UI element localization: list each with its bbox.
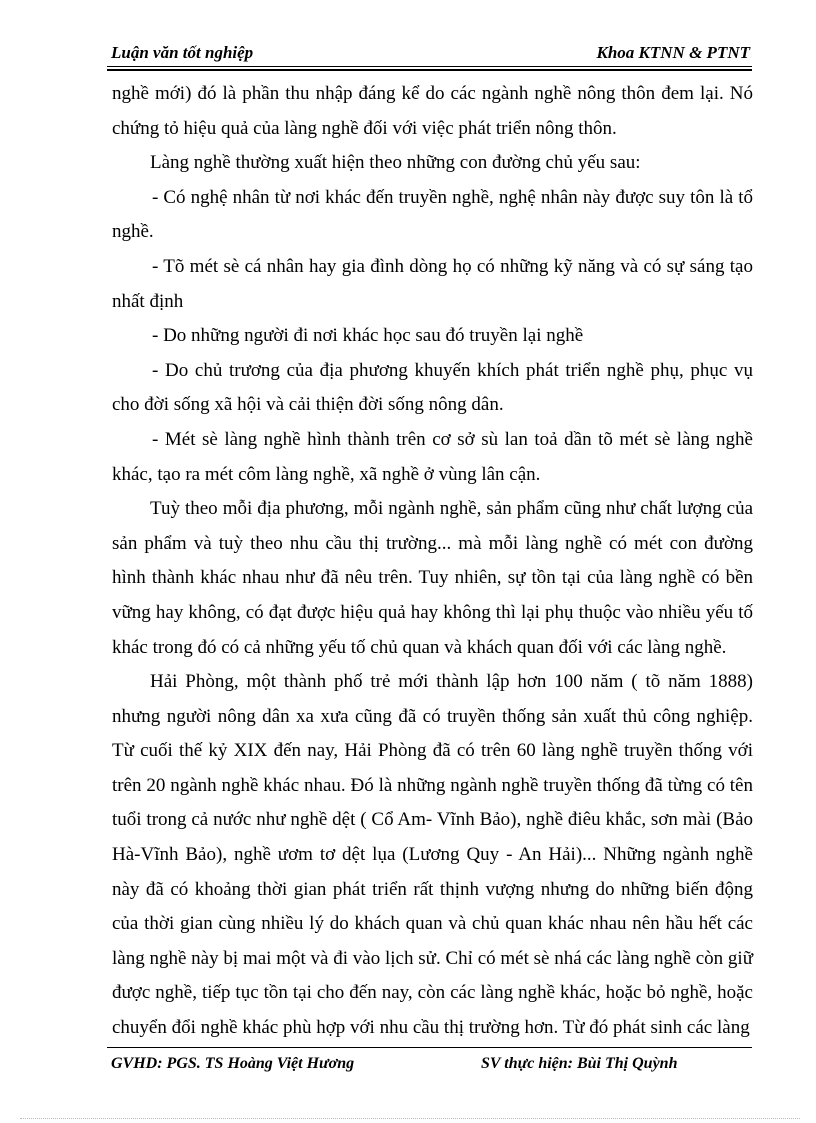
header-faculty: Khoa KTNN & PTNT (596, 43, 750, 62)
footer-student: SV thực hiện: Bùi Thị Quỳnh (481, 1055, 678, 1072)
list-item-3: - Do những người đi nơi khác học sau đó truyền lại nghề (152, 325, 584, 347)
footer-divider (107, 1047, 752, 1048)
footer-supervisor: GVHD: PGS. TS Hoàng Việt Hương (111, 1055, 355, 1072)
list-item-2: - Tõ mét sè cá nhân hay gia đình dòng họ có những kỹ năng và có sự sáng tạo nhất định (112, 255, 753, 312)
header-divider-thin (107, 66, 752, 67)
list-item-4: - Do chủ trương của địa phương khuyến khích phát triển nghề phụ, phục vụ cho đời sống xã hội và cải thiện đời sống nông dân. (112, 359, 753, 416)
list-item-1: - Có nghệ nhân từ nơi khác đến truyền nghề, nghệ nhân này được suy tôn là tổ nghề. (112, 186, 753, 243)
document-body (112, 77, 753, 1046)
paragraph-4: Hải Phòng, một thành phố trẻ mới thành lập hơn 100 năm ( tõ năm 1888) nhưng người nông dân xa xưa cũng đã có truyền thống sản xuất thủ công nghiệp. Từ cuối thế kỷ XIX đến nay, Hải Phòng đã có trên 60 làng nghề truyền thống với trên 20 ngành nghề khác nhau. Đó là những ngành nghề truyền thống đã từng có tên tuổi trong cả nước như nghề dệt ( Cổ Am- Vĩnh Bảo), nghề điêu khắc, sơn mài (Bảo Hà-Vĩnh Bảo), nghề ươm tơ dệt lụa (Lương Quy - An Hải)... Những ngành nghề này đã có khoảng thời gian phát triển rất thịnh vượng nhưng do những biến động của thời gian cùng nhiều lý do khách quan và chủ quan khác nhau nên hầu hết các làng nghề này bị mai một và đi vào lịch sử. Chỉ có mét sè nhá các làng nghề còn giữ được nghề, tiếp tục tồn tại cho đến nay, còn các làng nghề khác, hoặc bỏ nghề, hoặc chuyển đổi nghề khác phù hợp với nhu cầu thị trường hơn. Từ đó phát sinh các làng (112, 671, 753, 1039)
header-thesis-title: Luận văn tốt nghiệp (111, 43, 254, 62)
paragraph-3: Tuỳ theo mỗi địa phương, mỗi ngành nghề, sản phẩm cũng như chất lượng của sản phẩm và tuỳ theo nhu cầu thị trường... mà mỗi làng nghề có mét con đường hình thành khác nhau như đã nêu trên. Tuy nhiên, sự tồn tại của làng nghề có bền vững hay không, có đạt được hiệu quả hay không thì lại phụ thuộc vào nhiều yếu tố khác trong đó có cả những yếu tố chủ quan và khách quan đối với các làng nghề. (112, 498, 753, 658)
page-header (107, 41, 752, 67)
paragraph-1: nghề mới) đó là phần thu nhập đáng kể do các ngành nghề nông thôn đem lại. Nó chứng tỏ hiệu quả của làng nghề đối với việc phát triển nông thôn. (112, 83, 753, 139)
page-bottom-edge (20, 1118, 800, 1119)
header-divider-thick (107, 69, 752, 71)
list-item-5: - Mét sè làng nghề hình thành trên cơ sở sù lan toả dần tõ mét sè làng nghề khác, tạo ra mét côm làng nghề, xã nghề ở vùng lân cận. (112, 428, 753, 485)
paragraph-2: Làng nghề thường xuất hiện theo những con đường chủ yếu sau: (150, 152, 641, 174)
